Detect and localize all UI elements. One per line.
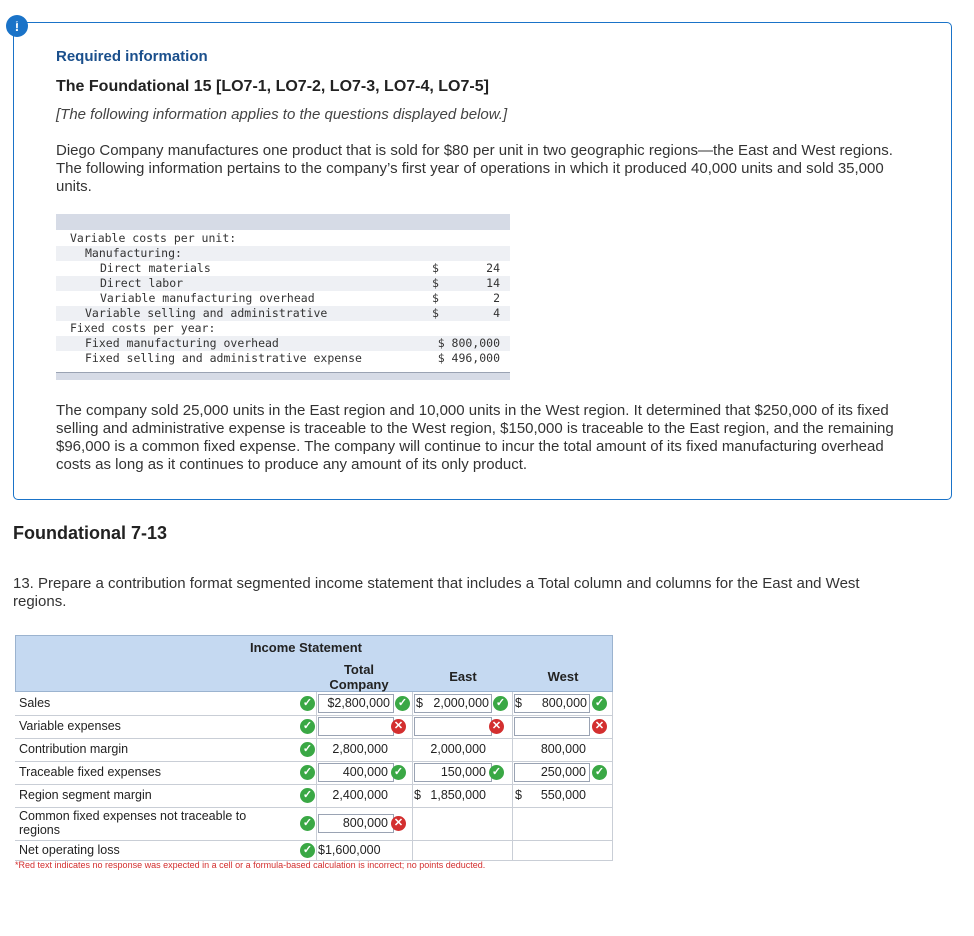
cost-value: 24	[486, 261, 500, 275]
west-contribution-value: 800,000	[540, 742, 586, 756]
following-note: [The following information applies to the questions displayed below.]	[56, 106, 508, 123]
row-label: Variable expenses	[19, 719, 121, 733]
row-label: Net operating loss	[19, 843, 120, 857]
cross-icon: ✕	[391, 719, 406, 734]
east-traceable-value: 150,000	[440, 765, 486, 779]
column-header-west: West	[547, 669, 579, 684]
total-sales-value: $2,800,000	[327, 696, 390, 710]
check-icon: ✓	[300, 816, 315, 831]
cost-row	[56, 351, 510, 366]
table-header	[15, 635, 613, 692]
check-icon: ✓	[300, 696, 315, 711]
column-header-total: Total Company	[329, 662, 389, 692]
cost-row	[56, 321, 510, 336]
table-row-variable-expenses	[15, 715, 613, 739]
cost-row	[56, 306, 510, 321]
cost-row	[56, 246, 510, 261]
alert-icon: !	[6, 15, 28, 37]
cost-label: Fixed costs per year:	[70, 321, 216, 335]
east-variable-input[interactable]	[414, 717, 492, 736]
cost-table	[56, 214, 510, 379]
cost-row	[56, 231, 510, 246]
check-icon: ✓	[592, 696, 607, 711]
table-title: Income Statement	[250, 640, 362, 655]
column-header-east: East	[449, 669, 477, 684]
check-icon: ✓	[300, 788, 315, 803]
east-sales-value: 2,000,000	[433, 696, 489, 710]
cost-label: Manufacturing:	[85, 246, 182, 260]
cost-dollar: $	[432, 291, 439, 305]
cross-icon: ✕	[592, 719, 607, 734]
row-label: Contribution margin	[19, 742, 129, 756]
cost-label: Direct materials	[100, 261, 211, 275]
west-segment-value: 550,000	[540, 788, 586, 802]
cost-label: Variable selling and administrative	[85, 306, 328, 320]
row-label: Region segment margin	[19, 788, 152, 802]
cost-table-header-bar	[56, 214, 510, 230]
cost-label: Direct labor	[100, 276, 184, 290]
cost-row	[56, 276, 510, 291]
row-label: Traceable fixed expenses	[19, 765, 161, 779]
required-info-heading: Required information	[56, 48, 208, 65]
foundational-title: The Foundational 15 [LO7-1, LO7-2, LO7-3, LO7-4, LO7-5]	[56, 78, 489, 95]
table-row-segment-margin	[15, 784, 613, 808]
check-icon: ✓	[300, 843, 315, 858]
total-net-value: $1,600,000	[318, 843, 381, 857]
second-paragraph: The company sold 25,000 units in the East region and 10,000 units in the West region. It determined that $250,000 of its fixed selling and administrative expense is traceable to the West region, $150,000 is traceable to the East region, and the remaining $96,000 is a common fixed expense. The company will continue to incur the total amount of its fixed manufacturing overhead costs as long as it continues to produce any amount of its only product.	[56, 402, 894, 473]
check-icon: ✓	[300, 742, 315, 757]
cost-row	[56, 336, 510, 351]
cross-icon: ✕	[489, 719, 504, 734]
cost-value: $ 800,000	[437, 336, 500, 350]
cost-row	[56, 291, 510, 306]
cost-dollar: $	[432, 306, 439, 320]
check-icon: ✓	[489, 765, 504, 780]
dollar-sign: $	[414, 788, 421, 802]
east-contribution-value: 2,000,000	[430, 742, 486, 756]
table-row-contribution-margin	[15, 738, 613, 762]
total-contribution-value: 2,800,000	[332, 742, 388, 756]
cost-row	[56, 261, 510, 276]
cost-label: Fixed manufacturing overhead	[85, 336, 279, 350]
total-traceable-value: 400,000	[342, 765, 388, 779]
cost-label: Variable manufacturing overhead	[100, 291, 315, 305]
cost-label: Fixed selling and administrative expense	[85, 351, 362, 365]
west-traceable-value: 250,000	[540, 765, 586, 779]
cost-value: 4	[493, 306, 500, 320]
cross-icon: ✕	[391, 816, 406, 831]
dollar-sign: $	[515, 696, 522, 710]
total-common-value: 800,000	[342, 816, 388, 830]
cost-table-footer-bar	[56, 372, 510, 380]
section-title: Foundational 7-13	[13, 523, 168, 543]
table-row-traceable-fixed	[15, 761, 613, 785]
check-icon: ✓	[391, 765, 406, 780]
cost-value: $ 496,000	[437, 351, 500, 365]
table-row-net-operating-loss	[15, 840, 613, 861]
east-segment-value: 1,850,000	[430, 788, 486, 802]
west-variable-input[interactable]	[514, 717, 590, 736]
cost-label: Variable costs per unit:	[70, 231, 237, 245]
check-icon: ✓	[300, 719, 315, 734]
check-icon: ✓	[300, 765, 315, 780]
question-text: 13. Prepare a contribution format segmented income statement that includes a Total column and columns for the East and West regions.	[13, 575, 860, 610]
west-sales-value: 800,000	[541, 696, 587, 710]
row-label: Sales	[19, 696, 51, 710]
cost-value: 2	[493, 291, 500, 305]
intro-paragraph: Diego Company manufactures one product that is sold for $80 per unit in two geographic regions—the East and West regions. The following information pertains to the company’s first year of operations in which it produced 40,000 units and sold 35,000 units.	[56, 142, 893, 195]
row-label: Common fixed expenses not traceable to regions	[19, 809, 247, 837]
total-variable-input[interactable]	[318, 717, 394, 736]
check-icon: ✓	[493, 696, 508, 711]
cost-value: 14	[486, 276, 500, 290]
dollar-sign: $	[416, 696, 423, 710]
total-segment-value: 2,400,000	[332, 788, 388, 802]
cost-dollar: $	[432, 261, 439, 275]
check-icon: ✓	[592, 765, 607, 780]
footnote: *Red text indicates no response was expected in a cell or a formula-based calculation is incorrect; no points deducted.	[15, 860, 486, 870]
table-row-sales	[15, 692, 613, 716]
table-row-common-fixed	[15, 807, 613, 841]
check-icon: ✓	[395, 696, 410, 711]
cost-dollar: $	[432, 276, 439, 290]
dollar-sign: $	[515, 788, 522, 802]
